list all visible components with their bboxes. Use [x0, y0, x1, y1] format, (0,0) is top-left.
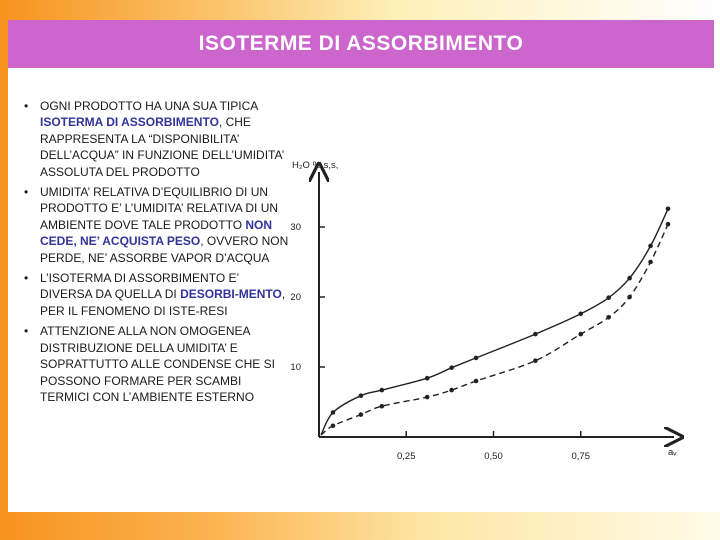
bullet-item [24, 98, 292, 180]
dashed-series-point [331, 424, 336, 429]
bullet-text: OGNI PRODOTTO HA UNA SUA TIPICA [40, 99, 258, 113]
dashed-series-point [380, 404, 385, 409]
solid-series-point [533, 332, 538, 337]
bullet-text: , OVVERO NON PERDE, NE’ ASSORBE VAPOR D’ACQUA [40, 234, 289, 265]
dashed-series-point [449, 388, 454, 393]
solid-series-point [648, 244, 653, 249]
slide-title: ISOTERME DI ASSORBIMENTO [198, 32, 524, 55]
bullet-dot: • [24, 324, 29, 339]
solid-series-point [606, 295, 611, 300]
bullet-list [24, 98, 292, 405]
highlighted-term: DESORBI-MENTO [180, 287, 282, 302]
solid-series-point [627, 276, 632, 281]
bullet-dot: • [24, 99, 29, 113]
dashed-series-point [474, 379, 479, 384]
solid-series-point [474, 356, 479, 361]
bullet-text-column [24, 98, 292, 456]
bullet-text: L’ISOTERMA DI ASSORBIMENTO E’ DIVERSA DA QUELLA DI [40, 271, 239, 302]
y-tick-label: 10 [290, 362, 301, 373]
x-tick-label: 0,25 [397, 451, 416, 462]
solid-series-point [425, 376, 430, 381]
dashed-series-point [578, 332, 583, 337]
dashed-series-point [533, 358, 538, 363]
solid-series-point [331, 410, 336, 415]
x-tick-label: 0,75 [571, 451, 590, 462]
bullet-text: ATTENZIONE ALLA NON OMOGENEA DISTRIBUZIONE DELLA UMIDITA’ E SOPRATTUTTO ALLE CONDENSE CHE SI POSSONO FORMARE PER SCAMBI TERMICI CON L’AMBIENTE ESTERNO [40, 324, 275, 404]
bullet-item [24, 184, 292, 266]
solid-series-line [321, 209, 668, 435]
bullet-text: UMIDITA’ RELATIVA D’EQUILIBRIO DI UN PRODOTTO E’ L’UMIDITA’ RELATIVA DI UN AMBIENTE DOVE TALE PRODOTTO [40, 185, 279, 232]
solid-series-point [578, 312, 583, 317]
dashed-series-point [648, 260, 653, 265]
series-group [321, 207, 670, 436]
tick-group [290, 222, 590, 462]
x-tick-label: 0,50 [484, 451, 503, 462]
y-tick-label: 20 [290, 292, 301, 303]
dashed-series-point [666, 222, 671, 227]
solid-series-point [359, 393, 364, 398]
dashed-series-point [359, 412, 364, 417]
bullet-text: , CHE RAPPRESENTA LA “DISPONIBILITA’ DELL’ACQUA” IN FUNZIONE DELL’UMIDITA’ ASSOLUTA DEL PRODOTTO [40, 115, 284, 179]
solid-series-point [380, 388, 385, 393]
solid-series-point [449, 365, 454, 370]
bullet-text: , PER IL FENOMENO DI ISTE-RESI [40, 287, 286, 318]
x-axis-label: aᵥ [668, 447, 677, 458]
highlighted-term: ISOTERMA DI ASSORBIMENTO [40, 115, 219, 130]
title-bar [8, 20, 714, 68]
highlighted-term: NON CEDE, NE’ ACQUISTA PESO [40, 217, 273, 249]
bullet-dot: • [24, 271, 29, 286]
bullet-dot: • [24, 185, 29, 200]
y-tick-label: 30 [290, 222, 301, 233]
bullet-item [24, 323, 292, 405]
dashed-series-point [627, 295, 632, 300]
bullet-item [24, 270, 292, 319]
solid-series-point [666, 207, 671, 212]
sorption-isotherm-chart [280, 150, 680, 480]
dashed-series-line [321, 224, 668, 435]
bottom-gradient-band [0, 512, 720, 540]
dashed-series-point [425, 395, 430, 400]
dashed-series-point [606, 315, 611, 320]
y-axis-label: H₂O % s,s, [292, 160, 339, 171]
